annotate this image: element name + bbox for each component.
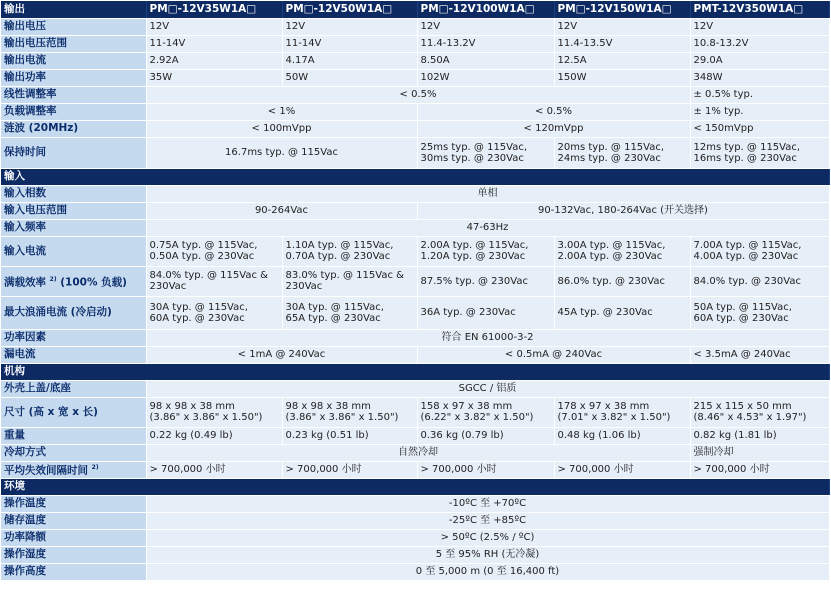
spec-table — [1, 1, 830, 581]
label-leakage: 漏电流 — [1, 346, 146, 363]
cell-line: 178 x 97 x 38 mm — [557, 401, 650, 412]
section-input: 输入 — [1, 168, 829, 185]
cell: 348W — [690, 69, 829, 86]
cell: 12V — [417, 18, 554, 35]
label-line-regulation: 线性调整率 — [1, 86, 146, 103]
row-input-current — [1, 236, 829, 266]
environment-header-row — [1, 478, 829, 495]
output-header-row — [1, 1, 829, 18]
cell: < 1mA @ 240Vac — [146, 346, 417, 363]
cell — [282, 296, 417, 329]
row-power-factor — [1, 329, 829, 346]
row-input-frequency — [1, 219, 829, 236]
cell: 47-63Hz — [146, 219, 829, 236]
row-output-power — [1, 69, 829, 86]
cell: 29.0A — [690, 52, 829, 69]
cell — [146, 266, 282, 296]
cell: 0.48 kg (1.06 lb) — [554, 427, 690, 444]
cell: 45A typ. @ 230Vac — [554, 296, 690, 329]
cell-line: 16ms typ. @ 230Vac — [693, 152, 797, 164]
cell — [417, 236, 554, 266]
cell — [417, 137, 554, 168]
label-inrush: 最大浪涌电流 (冷启动) — [1, 296, 146, 329]
cell — [554, 137, 690, 168]
cell — [282, 397, 417, 427]
cell — [690, 397, 829, 427]
cell — [690, 296, 829, 329]
cell — [146, 397, 282, 427]
cell-line: 12ms typ. @ 115Vac, — [693, 141, 801, 153]
row-output-voltage — [1, 18, 829, 35]
row-humidity — [1, 546, 829, 563]
cell-line: 83.0% typ. @ 115Vac & — [285, 270, 404, 281]
cell-line: (3.86" x 3.86" x 1.50") — [285, 412, 399, 423]
label-weight: 重量 — [1, 427, 146, 444]
cell: > 700,000 小时 — [146, 461, 282, 478]
cell-line: (8.46" x 4.53" x 1.97") — [693, 412, 807, 423]
label-output-power: 输出功率 — [1, 69, 146, 86]
row-hold-up — [1, 137, 829, 168]
cell-line: 0.50A typ. @ 230Vac — [149, 251, 255, 262]
row-input-voltage-range — [1, 202, 829, 219]
cell-line: 60A typ. @ 230Vac — [693, 312, 789, 324]
cell — [417, 397, 554, 427]
row-cooling — [1, 444, 829, 461]
label-input-phase: 输入相数 — [1, 185, 146, 202]
label-derating: 功率降额 — [1, 529, 146, 546]
row-output-current — [1, 52, 829, 69]
cell: > 700,000 小时 — [690, 461, 829, 478]
cell-line: 60A typ. @ 230Vac — [149, 312, 245, 324]
cell-line: 0.70A typ. @ 230Vac — [285, 251, 391, 262]
footnote-mark: 2) — [49, 275, 57, 283]
cell-line: 3.00A typ. @ 115Vac, — [557, 240, 666, 251]
cell: 符合 EN 61000-3-2 — [146, 329, 829, 346]
cell — [554, 236, 690, 266]
cell-line: 1.20A typ. @ 230Vac — [420, 251, 526, 262]
cell: < 0.5mA @ 240Vac — [417, 346, 690, 363]
cell: 16.7ms typ. @ 115Vac — [146, 137, 417, 168]
label-altitude: 操作高度 — [1, 563, 146, 580]
label-text: 满载效率 — [4, 276, 46, 289]
cell: ± 0.5% typ. — [690, 86, 829, 103]
label-mtbf — [1, 461, 146, 478]
input-header-row — [1, 168, 829, 185]
cell: 90-132Vac, 180-264Vac (开关选择) — [417, 202, 829, 219]
cell-line: 0.75A typ. @ 115Vac, — [149, 240, 258, 251]
cell: 0 至 5,000 m (0 至 16,400 ft) — [146, 563, 829, 580]
row-weight — [1, 427, 829, 444]
model-1: PM□-12V35W1A□ — [146, 1, 282, 18]
cell: 12V — [146, 18, 282, 35]
cell: > 700,000 小时 — [554, 461, 690, 478]
cell: -25ºC 至 +85ºC — [146, 512, 829, 529]
cell: 0.82 kg (1.81 lb) — [690, 427, 829, 444]
label-input-current: 输入电流 — [1, 236, 146, 266]
cell: 0.36 kg (0.79 lb) — [417, 427, 554, 444]
cell-line: 30A typ. @ 115Vac, — [285, 301, 384, 313]
cell: 10.8-13.2V — [690, 35, 829, 52]
cell: 强制冷却 — [690, 444, 829, 461]
cell-line: 98 x 98 x 38 mm — [285, 401, 371, 412]
row-mtbf — [1, 461, 829, 478]
row-ripple — [1, 120, 829, 137]
row-derating — [1, 529, 829, 546]
cell-line: 98 x 98 x 38 mm — [149, 401, 235, 412]
cell — [282, 236, 417, 266]
cell-line: 7.00A typ. @ 115Vac, — [693, 240, 802, 251]
cell: 84.0% typ. @ 230Vac — [690, 266, 829, 296]
section-mechanical: 机构 — [1, 363, 829, 380]
cell: 150W — [554, 69, 690, 86]
row-input-phase — [1, 185, 829, 202]
cell: 50W — [282, 69, 417, 86]
cell: 12.5A — [554, 52, 690, 69]
row-inrush — [1, 296, 829, 329]
cell: 单相 — [146, 185, 829, 202]
cell: 12V — [282, 18, 417, 35]
cell-line: 215 x 115 x 50 mm — [693, 401, 792, 412]
row-line-regulation — [1, 86, 829, 103]
cell: 12V — [554, 18, 690, 35]
section-environment: 环境 — [1, 478, 829, 495]
cell: 11-14V — [282, 35, 417, 52]
cell-line: 30A typ. @ 115Vac, — [149, 301, 248, 313]
cell-line: 230Vac — [149, 281, 187, 292]
label-ripple: 涟波 (20MHz) — [1, 120, 146, 137]
cell-line: (6.22" x 3.82" x 1.50") — [420, 412, 534, 423]
cell: 102W — [417, 69, 554, 86]
cell — [282, 266, 417, 296]
label-size: 尺寸 (高 x 宽 x 长) — [1, 397, 146, 427]
label-humidity: 操作湿度 — [1, 546, 146, 563]
cell-line: 25ms typ. @ 115Vac, — [420, 141, 528, 153]
cell: 2.92A — [146, 52, 282, 69]
label-output-voltage-range: 输出电压范围 — [1, 35, 146, 52]
label-op-temp: 操作温度 — [1, 495, 146, 512]
model-2: PM□-12V50W1A□ — [282, 1, 417, 18]
cell-line: 84.0% typ. @ 115Vac & — [149, 270, 268, 281]
cell: 90-264Vac — [146, 202, 417, 219]
cell — [690, 137, 829, 168]
label-case: 外壳上盖/底座 — [1, 380, 146, 397]
footnote-mark: 2) — [91, 464, 99, 472]
cell-line: 30ms typ. @ 230Vac — [420, 152, 524, 164]
cell — [146, 296, 282, 329]
cell: > 50ºC (2.5% / ºC) — [146, 529, 829, 546]
label-storage-temp: 储存温度 — [1, 512, 146, 529]
cell: 11.4-13.5V — [554, 35, 690, 52]
cell: -10ºC 至 +70ºC — [146, 495, 829, 512]
cell: > 700,000 小时 — [282, 461, 417, 478]
cell: < 120mVpp — [417, 120, 690, 137]
cell: 86.0% typ. @ 230Vac — [554, 266, 690, 296]
row-op-temp — [1, 495, 829, 512]
row-storage-temp — [1, 512, 829, 529]
cell: 5 至 95% RH (无冷凝) — [146, 546, 829, 563]
mechanical-header-row — [1, 363, 829, 380]
cell: 0.22 kg (0.49 lb) — [146, 427, 282, 444]
label-text: 平均失效间隔时间 — [4, 464, 88, 477]
cell-line: 2.00A typ. @ 115Vac, — [420, 240, 529, 251]
model-3: PM□-12V100W1A□ — [417, 1, 554, 18]
cell: < 100mVpp — [146, 120, 417, 137]
cell: < 150mVpp — [690, 120, 829, 137]
cell: < 3.5mA @ 240Vac — [690, 346, 829, 363]
cell: 8.50A — [417, 52, 554, 69]
cell-line: 158 x 97 x 38 mm — [420, 401, 513, 412]
label-output-voltage: 输出电压 — [1, 18, 146, 35]
label-load-regulation: 负载调整率 — [1, 103, 146, 120]
cell: 11-14V — [146, 35, 282, 52]
cell: < 0.5% — [146, 86, 690, 103]
cell-line: 4.00A typ. @ 230Vac — [693, 251, 799, 262]
cell-line: 2.00A typ. @ 230Vac — [557, 251, 663, 262]
label-input-frequency: 输入频率 — [1, 219, 146, 236]
row-case — [1, 380, 829, 397]
cell — [146, 236, 282, 266]
cell: 4.17A — [282, 52, 417, 69]
row-load-regulation — [1, 103, 829, 120]
cell: 36A typ. @ 230Vac — [417, 296, 554, 329]
cell-line: (3.86" x 3.86" x 1.50") — [149, 412, 263, 423]
model-5: PMT-12V350W1A□ — [690, 1, 829, 18]
row-altitude — [1, 563, 829, 580]
cell: 87.5% typ. @ 230Vac — [417, 266, 554, 296]
cell — [554, 397, 690, 427]
row-efficiency — [1, 266, 829, 296]
label-hold-up: 保持时间 — [1, 137, 146, 168]
cell-line: 24ms typ. @ 230Vac — [557, 152, 661, 164]
label-efficiency — [1, 266, 146, 296]
label-cooling: 冷却方式 — [1, 444, 146, 461]
label-output-current: 输出电流 — [1, 52, 146, 69]
cell-line: 1.10A typ. @ 115Vac, — [285, 240, 394, 251]
cell: < 1% — [146, 103, 417, 120]
cell — [690, 236, 829, 266]
cell-line: 230Vac — [285, 281, 323, 292]
row-size — [1, 397, 829, 427]
label-input-voltage-range: 输入电压范围 — [1, 202, 146, 219]
cell: 12V — [690, 18, 829, 35]
cell-line: 20ms typ. @ 115Vac, — [557, 141, 665, 153]
cell: 11.4-13.2V — [417, 35, 554, 52]
cell: SGCC / 铝质 — [146, 380, 829, 397]
cell: 35W — [146, 69, 282, 86]
cell: 自然冷却 — [146, 444, 690, 461]
label-text: (100% 负载) — [60, 276, 127, 289]
row-output-voltage-range — [1, 35, 829, 52]
row-leakage — [1, 346, 829, 363]
cell: ± 1% typ. — [690, 103, 829, 120]
label-power-factor: 功率因素 — [1, 329, 146, 346]
cell-line: 65A typ. @ 230Vac — [285, 312, 381, 324]
cell: 0.23 kg (0.51 lb) — [282, 427, 417, 444]
section-output: 输出 — [1, 1, 146, 18]
cell-line: 50A typ. @ 115Vac, — [693, 301, 792, 313]
model-4: PM□-12V150W1A□ — [554, 1, 690, 18]
cell-line: (7.01" x 3.82" x 1.50") — [557, 412, 671, 423]
cell: < 0.5% — [417, 103, 690, 120]
cell: > 700,000 小时 — [417, 461, 554, 478]
